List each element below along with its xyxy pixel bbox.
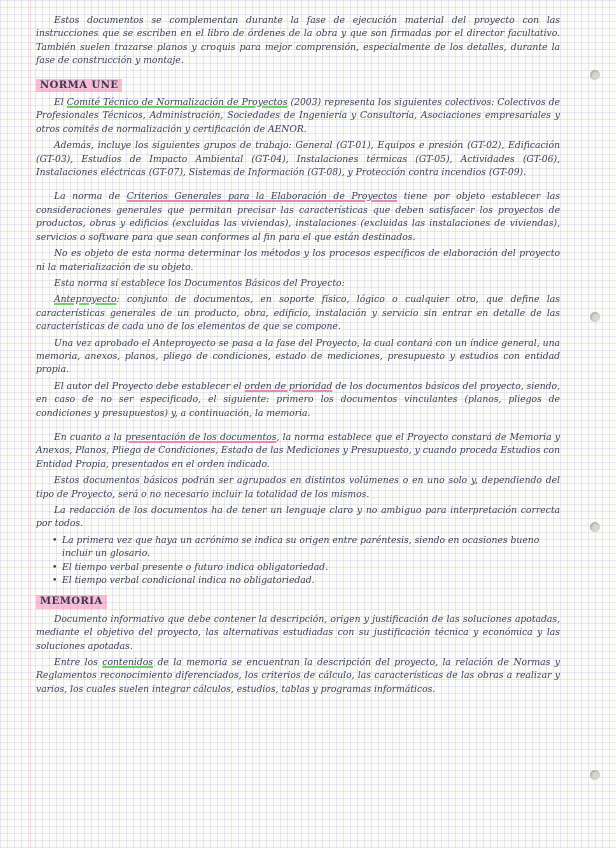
norma-paragraph-9: En cuanto a la presentación de los documentos, la norma establece que el Proyecto constará de Memoria y Anexos, Planos, Pliego de Condiciones, Estado de las Mediciones y Presupuesto, y cuando proceda Estudios con Entidad Propia, presentados en el orden indicado.: [36, 431, 560, 470]
punch-hole: [590, 770, 600, 780]
highlight-anteproyecto: Anteproyecto: [54, 294, 117, 306]
punch-hole: [590, 312, 600, 322]
intro-paragraph: Estos documentos se complementan durante la fase de ejecución material del proyecto con las instrucciones que se escriben en el libro de órdenes de la obra y que son firmadas por el director facultativo. También suelen trazarse planos y croquis para mejor comprensión, especialmente de los detalles, durante la fase de construcción y montaje.: [36, 15, 560, 67]
highlight-contenidos: contenidos: [102, 657, 154, 669]
highlight-orden: orden de prioridad: [244, 380, 333, 392]
norma-paragraph-3: La norma de Criterios Generales para la Elaboración de Proyectos tiene por objeto establecer las consideraciones generales que permitan precisar las características que deben satisfacer los proyectos de productos, obras y edificios (excluidas las viviendas), instalaciones (excluidas las instalaciones de viviendas), servicios o software para que sean conformes al fin para el que están destinados.: [36, 191, 560, 243]
list-item: • La primera vez que haya un acrónimo se indica su origen entre paréntesis, siendo en ocasiones bueno incluir un glosario.: [62, 534, 560, 561]
highlight-presentacion: presentación de los documentos: [125, 431, 277, 443]
norma-paragraph-10: Estos documentos básicos podrán ser agrupados en distintos volúmenes o en uno solo y, dependiendo del tipo de Proyecto, será o no necesario incluir la totalidad de los mismos.: [36, 475, 560, 500]
norma-paragraph-2: Además, incluye los siguientes grupos de trabajo: General (GT-01), Equipos e presión (GT-02), Edificación (GT-03), Estudios de Impacto Ambiental (GT-04), Instalaciones térmicas (GT-05), Actividades (GT-06), Instalaciones eléctricas (GT-07), Sistemas de Información (GT-08), y Protección contra incendios (GT-09).: [36, 140, 560, 179]
norma-paragraph-7: Una vez aprobado el Anteproyecto se pasa a la fase del Proyecto, la cual contará con un índice general, una memoria, anexos, planos, pliego de condiciones, estado de mediciones, presupuesto y estudios con entidad propia.: [36, 337, 560, 376]
margin-line: [30, 0, 31, 848]
punch-hole: [590, 70, 600, 80]
norma-bullet-list: [36, 534, 560, 588]
list-item: • El tiempo verbal condicional indica no obligatoriedad.: [62, 574, 560, 587]
highlight-criterios: Criterios Generales para la Elaboración de Proyectos: [126, 191, 398, 203]
heading-norma-une: NORMA UNE: [36, 79, 122, 92]
highlight-comite: Comité Técnico de Normalización de Proyectos: [66, 97, 288, 109]
handwritten-notes: [36, 14, 560, 699]
memoria-paragraph-2: Entre los contenidos de la memoria se encuentran la descripción del proyecto, la relación de Normas y Reglamentos reconocimiento diferenciados, los criterios de cálculo, las características de las obras a realizar y varios, los cuales suelen integrar cálculos, estudios, tablas y programas informáticos.: [36, 657, 560, 695]
norma-paragraph-5: Esta norma sí establece los Documentos Básicos del Proyecto:: [54, 277, 345, 289]
norma-paragraph-1: El Comité Técnico de Normalización de Proyectos (2003) representa los siguientes colectivos: Colectivos de Profesionales Técnicos, Administración, Sociedades de Ingeniería y Consultoría, Asociaciones empresariales y otros comités de normalización y certificación de AENOR.: [36, 97, 560, 135]
norma-paragraph-11: La redacción de los documentos ha de tener un lenguaje claro y no ambiguo para interpretación correcta por todos.: [36, 505, 560, 530]
memoria-paragraph-1: Documento informativo que debe contener la descripción, origen y justificación de las soluciones apotadas, mediante el objetivo del proyecto, las alternativas estudiadas con su justificación técnica y económica y las soluciones apotadas.: [36, 613, 560, 652]
list-item: • El tiempo verbal presente o futuro indica obligatoriedad.: [62, 561, 560, 574]
norma-paragraph-4: No es objeto de esta norma determinar los métodos y los procesos específicos de elaboración del proyecto ni la materialización de su objeto.: [36, 248, 560, 273]
heading-memoria: MEMORIA: [36, 595, 107, 608]
punch-hole: [590, 522, 600, 532]
norma-paragraph-8: El autor del Proyecto debe establecer el orden de prioridad de los documentos básicos del proyecto, siendo, en caso de no ser especificado, el siguiente: primero los documentos vinculantes (planos, pliegos de condiciones y presupuestos) y, a continuación, la memoria.: [36, 380, 560, 419]
norma-paragraph-6: Anteproyecto: conjunto de documentos, en soporte físico, lógico o cualquier otro, que define las características generales de un producto, obra, edificio, instalación y servicio sin entrar en detalle de las características de cada uno de los elementos de que se compone.: [36, 294, 560, 333]
